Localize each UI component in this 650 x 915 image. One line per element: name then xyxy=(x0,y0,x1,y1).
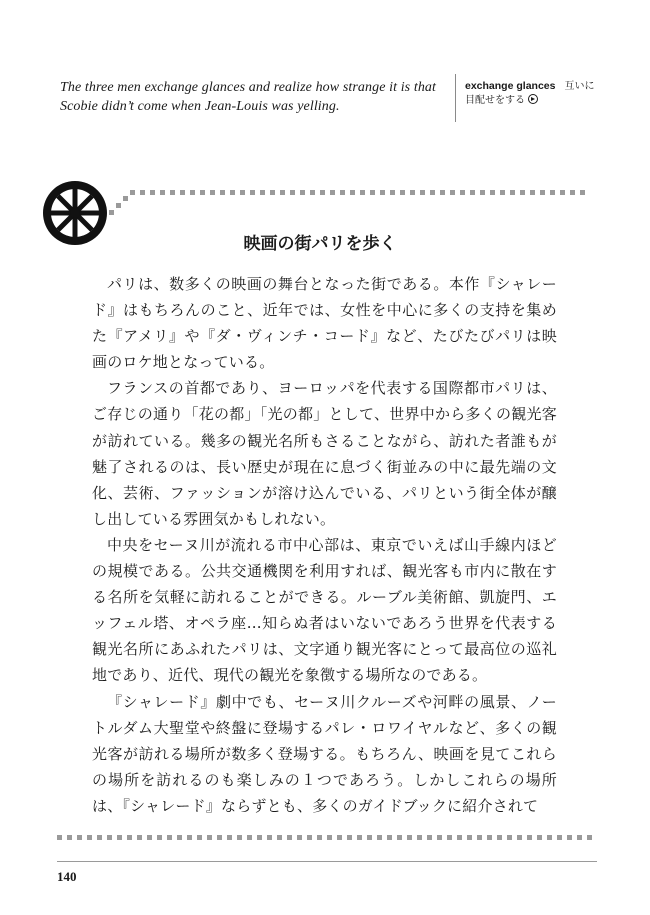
gloss-meaning-part-1: 互いに xyxy=(564,81,595,92)
vocabulary-gloss xyxy=(465,79,615,108)
paragraph: 『シャレード』劇中でも、セーヌ川クルーズや河畔の風景、ノートルダム大聖堂や終盤に登場するパレ・ロワイヤルなど、多くの観光客が訪れる場所が数多く登場する。もちろん、映画を見てこれらの場所を訪れるのも楽しみの１つであろう。しかしこれらの場所は、『シャレード』ならずとも、多くのガイドブックに紹介されて xyxy=(92,692,557,815)
story-summary-line-2: Scobie didn’t come when Jean-Louis was yelling. xyxy=(60,99,340,114)
paragraph: パリは、数多くの映画の舞台となった街である。本作『シャレード』はもちろんのこと、近年では、女性を中心に多くの支持を集めた『アメリ』や『ダ・ヴィンチ・コード』など、たびたびパリは映画のロケ地となっている。 xyxy=(92,275,557,372)
arrow-circle-icon xyxy=(528,94,538,104)
story-summary-line-1: The three men exchange glances and realize how strange it is that xyxy=(60,80,437,95)
article-body xyxy=(92,271,557,819)
film-reel-icon xyxy=(42,180,108,246)
paragraph: 中央をセーヌ川が流れる市中心部は、東京でいえば山手線内ほどの規模である。公共交通機関を利用すれば、観光客も市内に散在する名所を気軽に訪れることができる。ルーブル美術館、凱旋門、エッフェル塔、オペラ座…知らぬ者はいないであろう世界を代表する観光名所にあふれたパリは、文字通り観光客にとって最高位の巡礼地であり、近代、現代の観光を象徴する場所なのである。 xyxy=(92,535,557,685)
footer-divider xyxy=(57,835,597,840)
section-title: 映画の街パリを歩く xyxy=(243,234,397,254)
page-number: 140 xyxy=(57,869,77,884)
footer-rule xyxy=(57,861,597,862)
decorative-dots xyxy=(108,196,130,218)
paragraph: フランスの首都であり、ヨーロッパを代表する国際都市パリは、ご存じの通り「花の都」「光の都」として、世界中から多くの観光客が訪れている。幾多の観光名所もさることながら、訪れた者誰もが魅了されるのは、長い歴史が現在に息づく街並みの中に最先端の文化、芸術、ファッションが溶け込んでいる、パリという街全体が醸し出している雰囲気かもしれない。 xyxy=(92,379,557,528)
gloss-term: exchange glances xyxy=(465,80,556,92)
section-divider-top xyxy=(130,190,590,195)
gloss-meaning-part-2: 目配せをする xyxy=(465,95,525,106)
story-summary-note xyxy=(60,78,452,116)
gloss-divider xyxy=(455,74,456,122)
